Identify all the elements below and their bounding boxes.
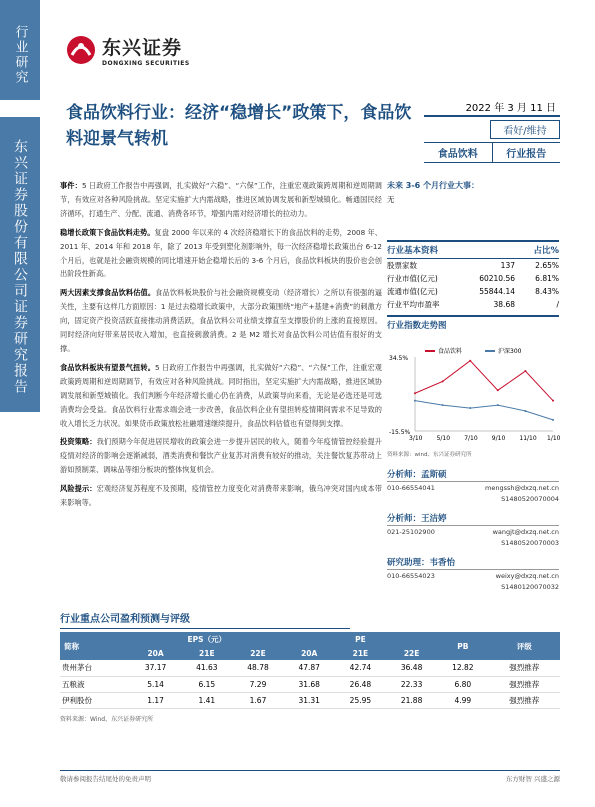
data-point xyxy=(552,400,554,402)
future-events-title: 未来 3-6 个月行业大事： xyxy=(387,181,480,190)
report-body xyxy=(60,179,382,515)
x-tick-label: 7/10 xyxy=(464,435,478,442)
paragraph: 风险提示：宏观经济复苏程度不及预期，疫情管控力度变化对消费带来影响，俄乌冲突对国内成本带来影响等。 xyxy=(60,484,382,508)
future-events-text: 无 xyxy=(387,195,395,204)
data-point xyxy=(497,404,499,406)
company-logo xyxy=(66,33,190,67)
analyst-block: 分析师：王洁婷 021-25102900 wangjt@dxzq.net.cn S1480520070003 xyxy=(387,514,559,547)
logo-en: DONGXING SECURITIES xyxy=(102,60,190,67)
chart-source: 资料来源：wind、东兴证券研究所 xyxy=(387,452,472,458)
data-point xyxy=(552,419,554,421)
basic-row: 行业平均市盈率 38.68 / xyxy=(387,300,559,309)
page-footer xyxy=(60,770,560,783)
data-point xyxy=(497,389,499,391)
industry-tag: 食品饮料 xyxy=(424,143,493,162)
data-point xyxy=(442,380,444,382)
legend-label: 沪深300 xyxy=(498,348,522,355)
paragraph: 事件：5 日政府工作报告中再强调，扎实做好“六稳”、“六保”工作，注重宏观政策跨周期和逆周期调节，有效应对各种风险挑战。坚定实施扩大内需战略，推进区域协调发展和新型城镇化。畅通国民经济循环，打通生产、分配、流通、消费各环节，增强内需对经济增长的拉动力。 xyxy=(60,181,382,218)
sidebar-section-label: 行业研究 xyxy=(0,0,40,100)
data-point xyxy=(524,370,526,372)
y-tick-label: -15.5% xyxy=(389,429,411,436)
paragraph: 稳增长政策下食品饮料走势。复盘 2000 年以来的 4 次经济稳增长下的食品饮料的走势，2008 年、2011 年、2014 年和 2018 年，除了 2013 年受到塑化剂影响外，每一次经济稳增长政策出台 6-12 个月后，也就是社会融资规模的同比增速开始企稳增长后的 3-6 个月后，食品饮料板块的股价也会创出阶段性新高。 xyxy=(60,227,382,279)
sidebar-company-label: 东兴证券股份有限公司证券研究报告 xyxy=(0,117,40,412)
table-row: 贵州茅台 37.17 41.63 48.78 47.87 42.74 36.48 12.82 强烈推荐 xyxy=(60,660,560,676)
basic-row: 股票家数 137 2.65% xyxy=(387,261,559,270)
basic-row: 行业市值(亿元) 60210.56 6.81% xyxy=(387,274,559,283)
sidebar xyxy=(0,0,40,807)
analysts-panel xyxy=(387,468,559,594)
index-chart xyxy=(387,345,559,455)
series-line-2 xyxy=(415,401,553,420)
future-events xyxy=(387,180,559,205)
x-tick-label: 5/10 xyxy=(436,435,451,442)
table-row: 伊利股份 1.17 1.41 1.67 31.31 25.95 21.88 4.99 强烈推荐 xyxy=(60,692,560,708)
report-title: 食品饮料行业：经济“稳增长”政策下，食品饮料迎景气转机 xyxy=(66,103,412,149)
x-tick-label: 9/10 xyxy=(491,435,506,442)
data-point xyxy=(442,404,444,406)
x-tick-label: 11/10 xyxy=(519,435,537,442)
data-point xyxy=(414,400,416,402)
x-tick-label: 1/10 xyxy=(547,435,561,442)
report-meta xyxy=(424,97,560,163)
index-chart-title: 行业指数走势图 xyxy=(387,315,559,333)
analyst-block: 研究助理：韦香怡 010-66554023 weixy@dxzq.net.cn S1480120070032 xyxy=(387,558,559,591)
disclaimer-note: 敬请参阅报告结尾处的免责声明 xyxy=(60,775,151,783)
ratio-header: 占比% xyxy=(533,246,559,256)
slogan: 东方财智 兴盛之源 xyxy=(505,775,560,783)
analyst-block: 分析师：孟斯硕 010-66554041 mengssh@dxzq.net.cn S1480520070004 xyxy=(387,470,559,503)
report-type-tag: 行业报告 xyxy=(506,149,547,160)
basic-data-panel xyxy=(387,240,559,333)
report-date: 2022 年 3 月 11 日 xyxy=(424,97,560,117)
data-point xyxy=(414,392,416,394)
table-source: 资料来源：Wind，东兴证券研究所 xyxy=(60,716,154,723)
rating-badge: 看好/维持 xyxy=(490,120,560,139)
paragraph: 投资策略：我们预期今年促进居民增收的政策会进一步提升居民的收入，随着今年疫情管控经验提升疫情对经济的影响会逐渐减弱，酒类消费和餐饮产业复苏对消费有较好的推动，关注餐饮复苏带动上游如预制菜、调味品等细分板块的整体恢复机会。 xyxy=(60,437,382,475)
basic-data-title: 行业基本资料 xyxy=(387,246,439,256)
y-tick-label: 34.5% xyxy=(389,355,409,362)
series-line-1 xyxy=(415,361,553,401)
forecast-table-title: 行业重点公司盈利预测与评级 xyxy=(60,610,350,629)
x-tick-label: 3/10 xyxy=(409,435,423,442)
logo-cn: 东兴证券 xyxy=(102,37,183,59)
data-point xyxy=(469,360,471,362)
table-row: 五粮液 5.14 6.15 7.29 31.68 26.48 22.33 6.80 强烈推荐 xyxy=(60,676,560,692)
legend-label: 食品饮料 xyxy=(438,348,463,355)
paragraph: 食品饮料板块有望景气扭转。5 日政府工作报告中再强调，扎实做好“六稳”、“六保”工作，注重宏观政策跨周期和逆周期调节，有效应对各种风险挑战。同时指出，坚定实施扩大内需战略，推进区域协调发展和新型城镇化。我们判断今年经济增长重心仍在消费，从政策导向来看，无论是必选还是可选消费均会受益。食品饮料行业需求端会进一步改善，食品饮料企业有望担转疫情期间需求不足导致的收入增长乏力状况。如果货币政策放松社融增速继续提升，食品饮料估值也有望得到支撑。 xyxy=(60,362,382,428)
data-point xyxy=(469,407,471,409)
forecast-table: 简称 EPS（元） PE PB 评级 20A 21E 22E 20A 21E 22E 贵州茅台 37.17 41.63 48.78 47.87 42.74 36.48 12.82 强烈推荐 五粮液 5.14 6.15 7.29 31.68 26.48 22.33 6.80 强烈推荐 伊利股份 1.17 1.41 1.67 31.31 25.95 21.88 4.99 强烈推荐 xyxy=(60,632,560,709)
logo-icon xyxy=(66,35,96,65)
basic-row: 流通市值(亿元) 55844.14 8.43% xyxy=(387,287,559,296)
paragraph: 两大因素支撑食品饮料估值。食品饮料板块股价与社会融资规模变动（经济增长）之所以有很强的逼关性，主要有这样几方面原因：1 是过去稳增长政策中，大部分政策围绕“地产+基建+消费”的刺激方向，固定资产投资活跃直接推动消费活跃，食品饮料公司业绩支撑直至支撑股价的上涨的直接原因。同时经济向好带来居民收入增加，也直接刺激消费。2 是 M2 增长对食品饮料公司估值有很好的支撑。 xyxy=(60,288,382,353)
data-point xyxy=(524,410,526,412)
